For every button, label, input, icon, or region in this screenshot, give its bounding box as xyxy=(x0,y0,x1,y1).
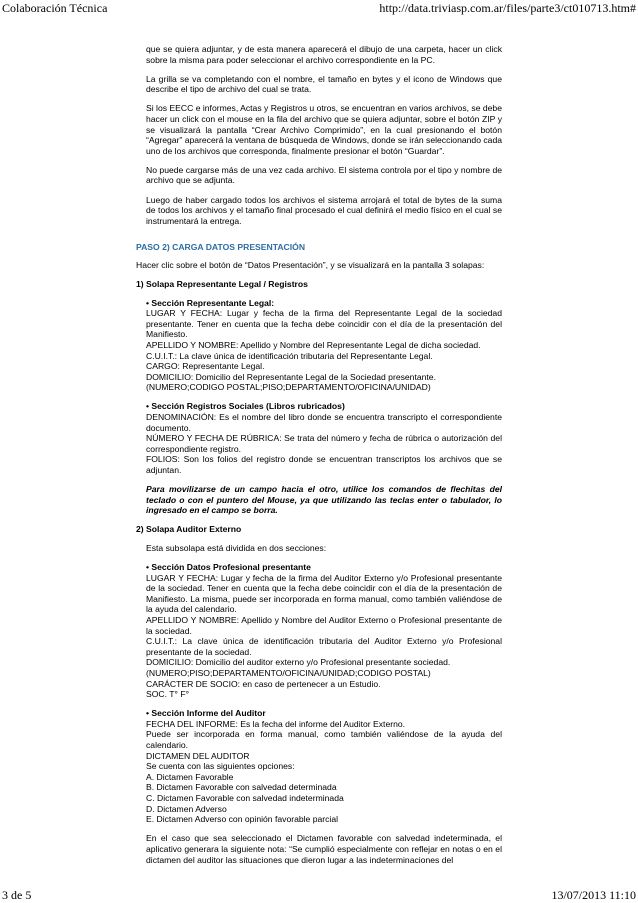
prof-line: LUGAR Y FECHA: Lugar y fecha de la firma del Auditor Externo y/o Profesional presentante de la sociedad. Tener en cuenta que la fecha debe coincidir con el día de la presentación de Manifiesto. La misma, puede ser incorporada en forma manual, como también valiéndose de la ayuda del calendario. xyxy=(146,572,502,615)
navigation-note: Para movilizarse de un campo hacia el otro, utilice los comandos de flechitas del teclado o con el puntero del Mouse, ya que utilizando las teclas enter o tabulador, lo ingresado en el campo se borra. xyxy=(146,484,502,516)
rep-line: LUGAR Y FECHA: Lugar y fecha de la firma del Representante Legal de la sociedad presentante. Tener en cuenta que la fecha debe coincidir con el día de la presentación del Manifiesto. xyxy=(146,308,502,340)
print-footer-page: 3 de 5 xyxy=(2,888,32,902)
registros-heading: • Sección Registros Sociales (Libros rubricados) xyxy=(146,401,345,412)
informe-heading: • Sección Informe del Auditor xyxy=(146,708,266,719)
prof-line: DOMICILIO: Domicilio del auditor externo y/o Profesional presentante sociedad. xyxy=(146,657,451,668)
rep-line: DOMICILIO: Domicilio del Representante Legal de la Sociedad presentante. xyxy=(146,371,436,382)
prof-line: SOC. T° F° xyxy=(146,689,190,700)
prof-line: C.U.I.T.: La clave única de identificación tributaria del Auditor Externo y/o Profesional presentante de la sociedad. xyxy=(146,636,502,657)
intro-paragraph-4: No puede cargarse más de una vez cada archivo. El sistema controla por el tipo y nombre de archivo que se adjunta. xyxy=(146,164,502,186)
rep-line: (NUMERO;CODIGO POSTAL;PISO;DEPARTAMENTO/OFICINA/UNIDAD) xyxy=(146,382,431,393)
intro-paragraph-5: Luego de haber cargado todos los archivos el sistema arrojará el total de bytes de la suma de todos los archivos y el tamaño final procesado el cual definirá el medio físico en el cual se instrumentará la entrega. xyxy=(146,194,502,226)
solapa1-heading: 1) Solapa Representante Legal / Registros xyxy=(136,279,308,289)
rep-line: APELLIDO Y NOMBRE: Apellido y Nombre del Representante Legal de dicha sociedad. xyxy=(146,339,481,350)
closing-paragraph: En el caso que sea seleccionado el Dictamen favorable con salvedad indeterminada, el aplicativo generara la siguiente nota: “Se cumplió especialmente con reflejar en notas o en el dictamen del auditor las situaciones que dieron lugar a las indeterminaciones del xyxy=(146,833,502,865)
inf-line: E. Dictamen Adverso con opinión favorable parcial xyxy=(146,814,339,825)
prof-line: APELLIDO Y NOMBRE: Apellido y Nombre del Auditor Externo o Profesional presentante de la sociedad. xyxy=(146,615,502,636)
reg-line: DENOMINACIÓN: Es el nombre del libro donde se encuentra transcripto el correspondiente documento. xyxy=(146,412,502,433)
solapa2-intro: Esta subsolapa está dividida en dos secciones: xyxy=(146,542,327,553)
reg-line: FOLIOS: Son los folios del registro donde se encuentran transcriptos los archivos que se adjuntan. xyxy=(146,454,502,475)
inf-line: DICTAMEN DEL AUDITOR xyxy=(146,750,250,761)
rep-legal-heading: • Sección Representante Legal: xyxy=(146,297,275,308)
intro-paragraph-3: Si los EECC e informes, Actas y Registros u otros, se encuentran en varios archivos, se debe hacer un click con el mouse en la fila del archivo que se quiera adjuntar, sobre el botón ZIP y se visualizará la pantalla “Crear Archivo Comprimido”, en la cual presionando el botón “Agregar” aparecerá la ventana de búsqueda de Windows, donde se irán seleccionando cada uno de los archivos que corresponda, finalmente presionar el botón “Guardar”. xyxy=(146,103,502,156)
intro-paragraph-2: La grilla se va completando con el nombre, el tamaño en bytes y el icono de Windows que describe el tipo de archivo del cual se trata. xyxy=(146,73,502,95)
auditor-externo-section xyxy=(146,543,502,865)
inf-line: FECHA DEL INFORME: Es la fecha del informe del Auditor Externo. xyxy=(146,718,406,729)
print-header-url: http://data.triviasp.com.ar/files/parte3/ct010713.htm# xyxy=(379,1,636,15)
inf-line: Puede ser incorporada en forma manual, como también valiéndose de la ayuda del calendario. xyxy=(146,729,502,751)
inf-line: Se cuenta con las siguientes opciones: xyxy=(146,761,295,772)
inf-line: A. Dictamen Favorable xyxy=(146,771,234,782)
solapa2-heading: 2) Solapa Auditor Externo xyxy=(136,524,242,535)
profesional-heading: • Sección Datos Profesional presentante xyxy=(146,562,311,573)
rep-line: C.U.I.T.: La clave única de identificación tributaria del Representante Legal. xyxy=(146,350,433,361)
inf-line: D. Dictamen Adverso xyxy=(146,803,227,814)
representante-legal-section xyxy=(146,298,502,516)
reg-line: NÚMERO Y FECHA DE RÚBRICA: Se trata del número y fecha de rúbrica o autorización del correspondiente registro. xyxy=(146,433,502,454)
inf-line: C. Dictamen Favorable con salvedad indeterminada xyxy=(146,793,344,804)
inf-line: B. Dictamen Favorable con salvedad determinada xyxy=(146,782,337,793)
paso2-text: Hacer clic sobre el botón de “Datos Presentación”, y se visualizará en la pantalla 3 solapas: xyxy=(136,259,485,270)
prof-line: (NUMERO;PISO;DEPARTAMENTO/OFICINA/UNIDAD;CODIGO POSTAL) xyxy=(146,668,431,678)
rep-line: CARGO: Representante Legal. xyxy=(146,361,265,372)
print-header-title: Colaboración Técnica xyxy=(2,1,108,15)
document-body xyxy=(136,44,502,874)
paso2-heading: PASO 2) CARGA DATOS PRESENTACIÓN xyxy=(136,242,306,253)
print-footer-datetime: 13/07/2013 11:10 xyxy=(551,888,636,902)
intro-paragraph-1: que se quiera adjuntar, y de esta manera aparecerá el dibujo de una carpeta, hacer un click sobre la misma para poder seleccionar el archivo correspondiente en la PC. xyxy=(146,44,502,65)
prof-line: CARÁCTER DE SOCIO: en caso de pertenecer a un Estudio. xyxy=(146,678,381,689)
